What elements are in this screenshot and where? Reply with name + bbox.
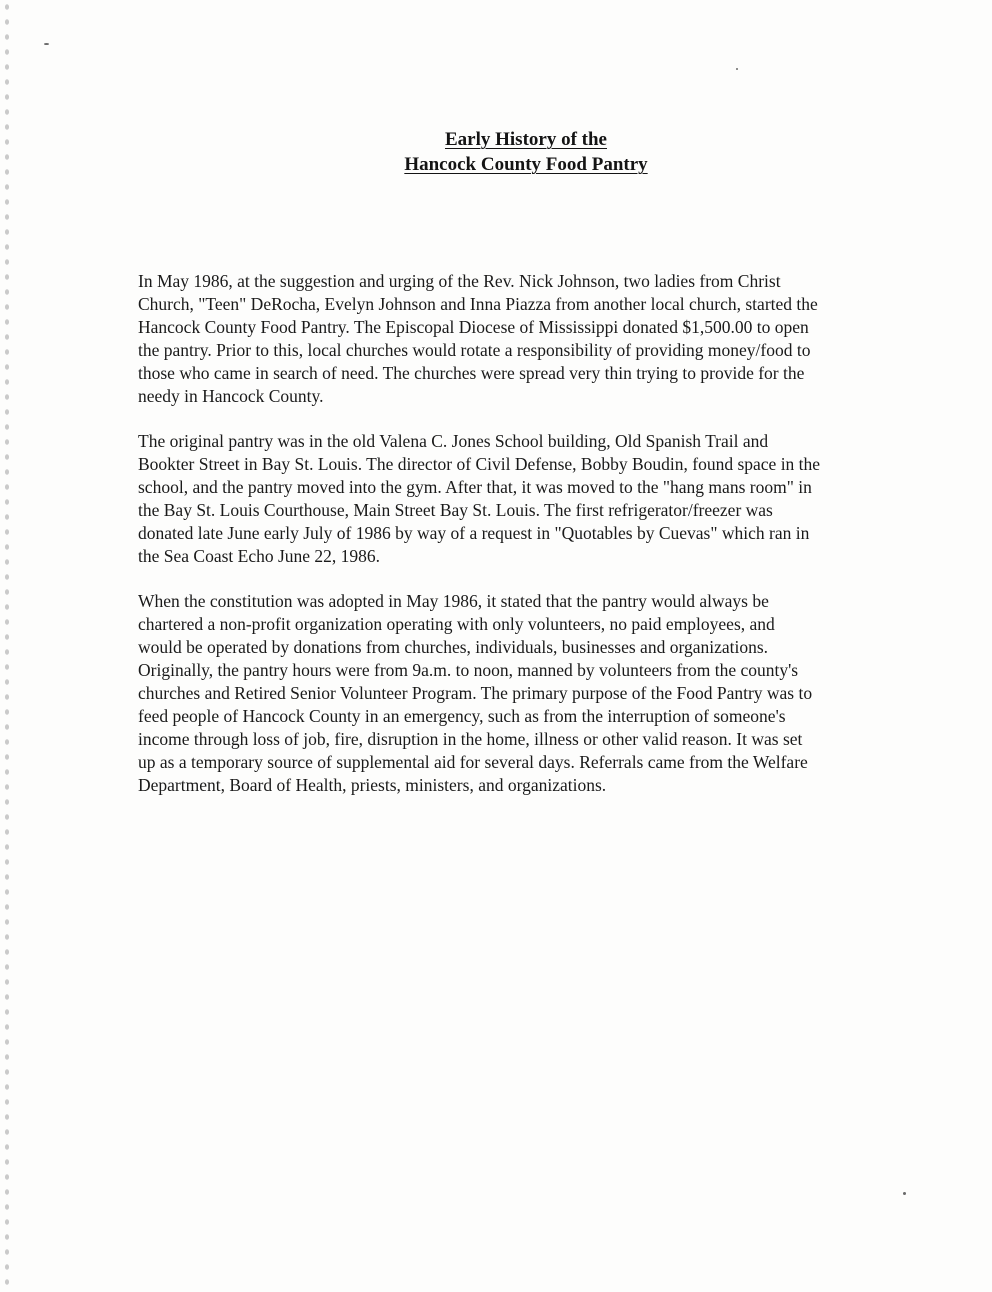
text-line: Originally, the pantry hours were from 9a.m. to noon, manned by volunteers from the county's [138, 660, 799, 680]
text-line: Bookter Street in Bay St. Louis. The director of Civil Defense, Bobby Boudin, found space in the [138, 454, 821, 474]
text-line: the pantry. Prior to this, local churches would rotate a responsibility of providing money/food to [138, 340, 811, 360]
text-line: churches and Retired Senior Volunteer Program. The primary purpose of the Food Pantry was to [138, 683, 813, 703]
text-line: Hancock County Food Pantry. The Episcopal Diocese of Mississippi donated $1,500.00 to open [138, 317, 809, 337]
scan-speck [44, 43, 49, 45]
text-line: donated late June early July of 1986 by way of a request in "Quotables by Cuevas" which ran in [138, 523, 810, 543]
text-line: The original pantry was in the old Valena C. Jones School building, Old Spanish Trail and [138, 431, 769, 451]
text-line: feed people of Hancock County in an emergency, such as from the interruption of someone's [138, 706, 786, 726]
text-line: Church, "Teen" DeRocha, Evelyn Johnson and Inna Piazza from another local church, started the [138, 294, 818, 314]
paragraph-3 [138, 590, 928, 797]
text-line: those who came in search of need. The churches were spread very thin trying to provide for the [138, 363, 805, 383]
paragraph-2 [138, 430, 928, 568]
scan-speck [903, 1192, 906, 1195]
text-line: income through loss of job, fire, disruption in the home, illness or other valid reason. It was set [138, 729, 803, 749]
scan-speck [736, 68, 738, 70]
text-line: needy in Hancock County. [138, 386, 324, 406]
text-line: When the constitution was adopted in May 1986, it stated that the pantry would always be [138, 591, 769, 611]
text-line: school, and the pantry moved into the gym. After that, it was moved to the "hang mans room" in [138, 477, 812, 497]
text-line: would be operated by donations from churches, individuals, businesses and organizations. [138, 637, 769, 657]
text-line: chartered a non-profit organization operating with only volunteers, no paid employees, and [138, 614, 775, 634]
text-line: In May 1986, at the suggestion and urging of the Rev. Nick Johnson, two ladies from Christ [138, 271, 781, 291]
document-title [0, 127, 992, 177]
text-line: the Bay St. Louis Courthouse, Main Street Bay St. Louis. The first refrigerator/freezer was [138, 500, 773, 520]
document-body [138, 270, 928, 819]
binding-holes [0, 0, 16, 1292]
text-line: Department, Board of Health, priests, ministers, and organizations. [138, 775, 607, 795]
title-line-2: Hancock County Food Pantry [404, 154, 648, 175]
title-line-1: Early History of the [444, 129, 607, 150]
paragraph-1 [138, 270, 928, 408]
text-line: up as a temporary source of supplemental aid for several days. Referrals came from the Welfare [138, 752, 808, 772]
text-line: the Sea Coast Echo June 22, 1986. [138, 546, 381, 566]
